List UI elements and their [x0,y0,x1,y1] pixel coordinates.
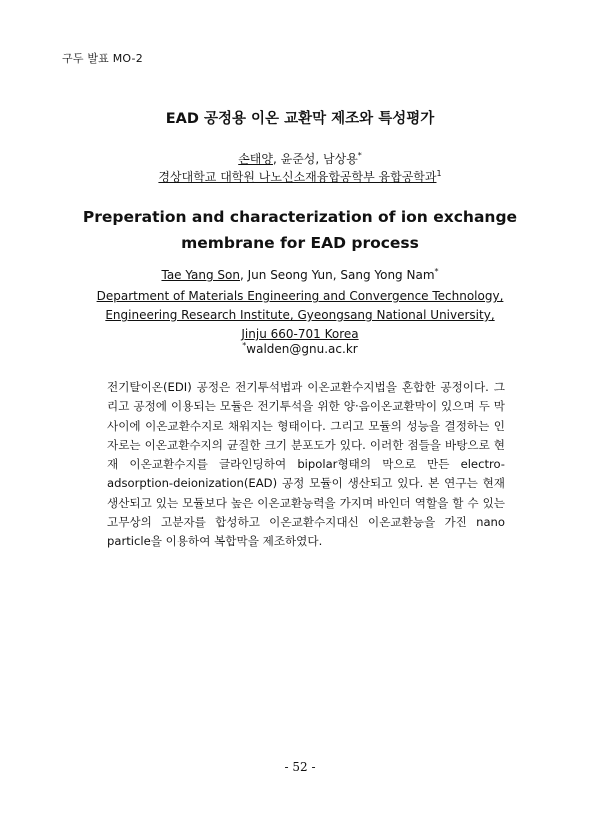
english-coauthors: , Jun Seong Yun, Sang Yong Nam [240,268,435,282]
korean-affiliation [0,168,600,185]
english-title-line-2: membrane for EAD process [181,234,419,252]
abstract-body [95,378,505,552]
english-authors [0,268,600,282]
english-affiliation-line-3: Jinju 660-701 Korea [241,327,359,341]
english-affiliation-line-2: Engineering Research Institute, Gyeongsang National University, [105,308,495,322]
english-affiliation [0,287,600,344]
korean-affiliation-mark: 1 [436,169,442,178]
korean-corresponding-mark: * [357,151,362,160]
email-mark: * [242,341,247,350]
korean-affiliation-text: 경상대학교 대학원 나노신소재융합공학부 융합공학과 [158,170,437,184]
session-code: 구두 발표 MO-2 [62,52,143,65]
english-affiliation-line-1: Department of Materials Engineering and Convergence Technology, [96,289,504,303]
corresponding-email [0,342,600,356]
english-presenter: Tae Yang Son [161,268,240,282]
english-title [0,204,600,256]
abstract-paragraph: 전기탈이온(EDI) 공정은 전기투석법과 이온교환수지법을 혼합한 공정이다. 그리고 공정에 이용되는 모듈은 전기투석을 위한 양·음이온교환막이 있으며 두 막 사이에 이온교환수지로 채워지는 형태이다. 그리고 모듈의 성능을 결정하는 인자로는 이온교환수지의 균질한 크기 분포도가 있다. 이러한 점들을 바탕으로 현재 이온교환수지를 글라인딩하여 bipolar형태의 막으로 만든 electro-adsorption-deionization(EAD) 공정 모듈이 생산되고 있다. 본 연구는 현재 생산되고 있는 모듈보다 높은 이온교환능력을 가지며 바인더 역할을 할 수 있는 고무상의 고분자를 합성하고 이온교환수지대신 이온교환능을 가진 nano particle을 이용하여 복합막을 제조하였다. [107,380,505,549]
korean-authors [0,150,600,167]
page-number: - 52 - [284,760,316,774]
korean-presenter: 손태양 [238,152,273,166]
english-title-line-1: Preperation and characterization of ion exchange [82,208,518,226]
email-address: walden@gnu.ac.kr [246,342,358,356]
english-corresponding-mark: * [434,267,439,276]
korean-coauthors: , 윤준성, 남상용 [272,152,358,166]
korean-title: EAD 공정용 이온 교환막 제조와 특성평가 [165,111,435,127]
